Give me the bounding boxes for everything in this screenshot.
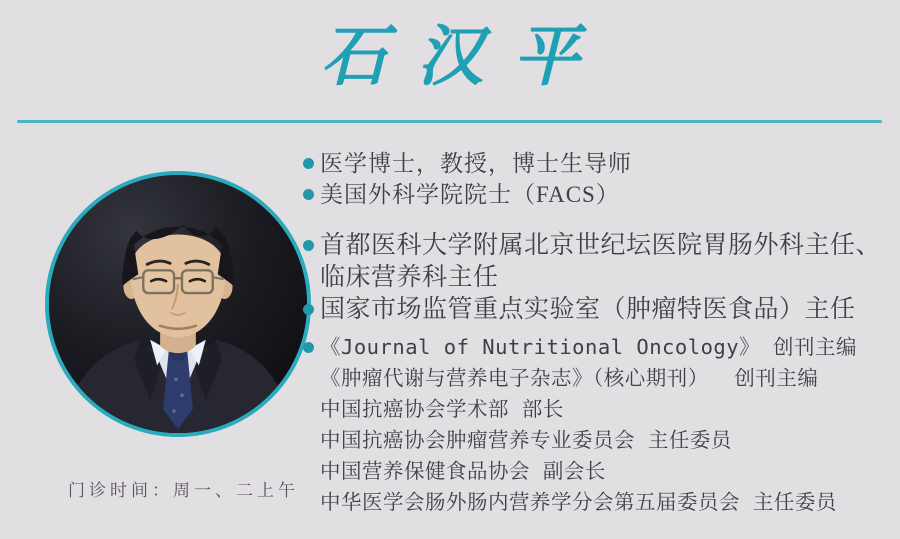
credential-item: [303, 425, 895, 456]
credential-text: 中国抗癌协会学术部 部长: [320, 397, 564, 421]
credential-text: 国家市场监管重点实验室（肿瘤特医食品）主任: [320, 296, 856, 323]
bullet-dot-icon: [303, 148, 320, 169]
credential-text: 《Journal of Nutritional Oncology》 创刊主编: [320, 335, 857, 359]
credential-item: [303, 456, 895, 487]
credential-item: [303, 394, 895, 425]
bullet-dot-icon: [303, 394, 320, 415]
credential-text: 首都医科大学附属北京世纪坛医院胃肠外科主任、临床营养科主任: [320, 232, 882, 291]
bullet-dot-icon: [303, 363, 320, 384]
portrait-illustration: [49, 175, 307, 433]
credential-item: [303, 148, 895, 179]
credentials-list: [303, 148, 895, 518]
credential-item: [303, 332, 895, 363]
bullet-dot-icon: [303, 230, 320, 251]
credential-text: 美国外科学院院士（FACS）: [320, 182, 620, 207]
bullet-dot-icon: [303, 294, 320, 315]
credential-group: [303, 148, 895, 210]
credential-item: [303, 363, 895, 394]
bullet-dot-icon: [303, 332, 320, 353]
bullet-dot-icon: [303, 487, 320, 508]
credential-text: 《肿瘤代谢与营养电子杂志》（核心期刊） 创刊主编: [320, 366, 819, 390]
credential-item: [303, 487, 895, 518]
bullet-dot-icon: [303, 179, 320, 200]
credential-group: [303, 230, 895, 326]
credential-item: [303, 294, 895, 326]
credential-text: 中国抗癌协会肿瘤营养专业委员会 主任委员: [320, 428, 732, 452]
credential-item: [303, 230, 895, 294]
credential-text: 中华医学会肠外肠内营养学分会第五届委员会 主任委员: [320, 490, 837, 514]
profile-photo: [45, 171, 311, 437]
page-title: 石汉平: [321, 17, 609, 95]
bullet-dot-icon: [303, 456, 320, 477]
clinic-hours: 门诊时间：周一、二上午: [68, 481, 299, 500]
bullet-dot-icon: [303, 425, 320, 446]
credential-text: 医学博士，教授，博士生导师: [320, 151, 632, 176]
title-divider: [17, 120, 882, 123]
credential-item: [303, 179, 895, 210]
credential-group: [303, 332, 895, 518]
credential-text: 中国营养保健食品协会 副会长: [320, 459, 606, 483]
